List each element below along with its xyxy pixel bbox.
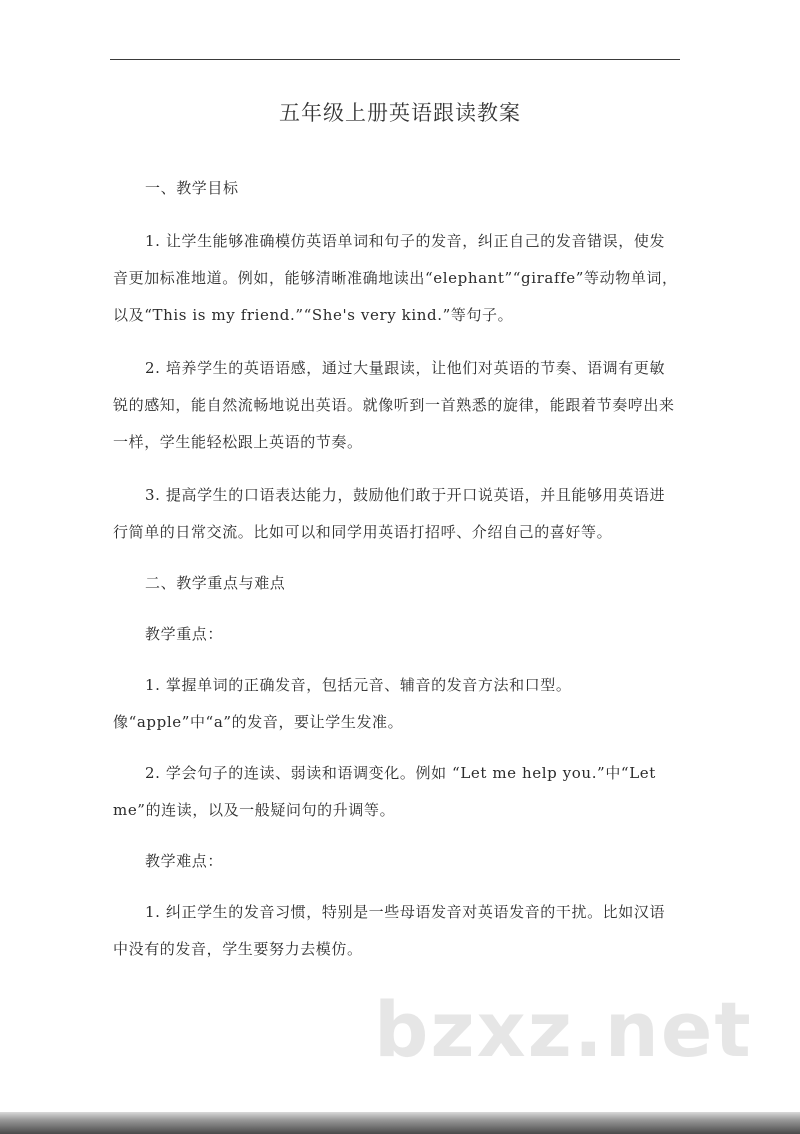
section-heading-key-points: 二、教学重点与难点 xyxy=(145,574,286,592)
document-title: 五年级上册英语跟读教案 xyxy=(279,101,521,125)
difficulties-label: 教学难点： xyxy=(145,852,224,870)
objective-paragraph-1: 1. 让学生能够准确模仿英语单词和句子的发音，纠正自己的发音错误，使发音更加标准地道。例如，能够清晰准确地读出“elephant”“giraffe”等动物单词，以及“This is my friend.”“She's very kind.”等句子。 xyxy=(113,232,678,324)
page-bottom-edge xyxy=(0,1112,800,1134)
document-body xyxy=(113,170,680,968)
key-points-label: 教学重点： xyxy=(145,625,224,643)
difficulty-paragraph-1: 1. 纠正学生的发音习惯，特别是一些母语发音对英语发音的干扰。比如汉语中没有的发音，学生要努力去模仿。 xyxy=(113,903,666,958)
section-heading-objectives: 一、教学目标 xyxy=(145,179,239,197)
objective-paragraph-2: 2. 培养学生的英语语感，通过大量跟读，让他们对英语的节奏、语调有更敏锐的感知，能自然流畅地说出英语。就像听到一首熟悉的旋律，能跟着节奏哼出来一样，学生能轻松跟上英语的节奏。 xyxy=(113,359,675,451)
key-point-paragraph-1: 1. 掌握单词的正确发音，包括元音、辅音的发音方法和口型。像“apple”中“a”的发音，要让学生发准。 xyxy=(113,676,572,731)
watermark-text: bzxz.net xyxy=(374,985,753,1074)
objective-paragraph-3: 3. 提高学生的口语表达能力，鼓励他们敢于开口说英语，并且能够用英语进行简单的日常交流。比如可以和同学用英语打招呼、介绍自己的喜好等。 xyxy=(113,486,666,541)
key-point-paragraph-2: 2. 学会句子的连读、弱读和语调变化。例如 “Let me help you.”中“Let me”的连读，以及一般疑问句的升调等。 xyxy=(113,764,656,819)
header-rule xyxy=(110,59,680,60)
